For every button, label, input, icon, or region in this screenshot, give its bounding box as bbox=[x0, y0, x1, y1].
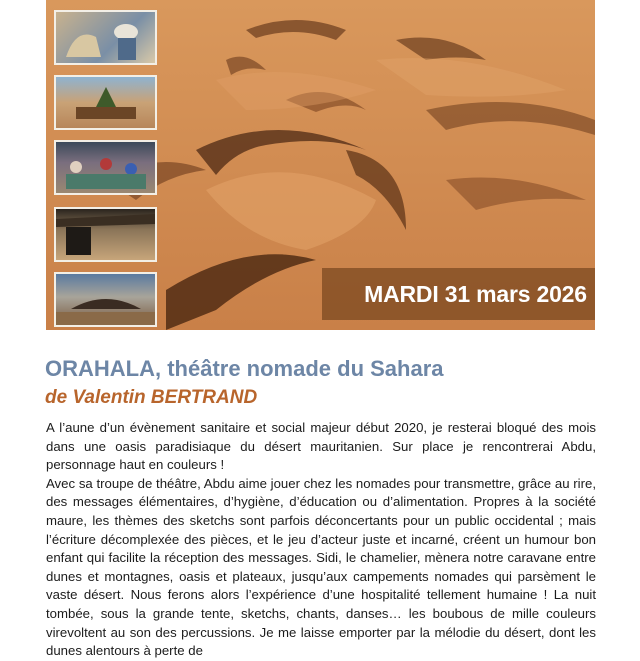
thumbnail-tent bbox=[54, 207, 157, 262]
desert-caravan-icon bbox=[56, 77, 155, 128]
paragraph-2: Avec sa troupe de théâtre, Abdu aime jouer chez les nomades pour transmettre, grâce au rire, des messages élémentaires, d’hygiène, d’éducation ou d’alimentation. Propres à la société maure, les thèmes des sketchs sont parfois déconcertants pour un public occidental ; mais l’écriture décomplexée des pièces, et le jeu d’acteur juste et incarné, créent un humour bon enfant qui facilite la réception des messages. Sidi, le chamelier, mènera notre caravane entre dunes et montagnes, oasis et plateaux, jusqu’aux campements nomades qui parsèment le vaste désert. Nous ferons alors l’expérience d’une hospitalité tellement humaine ! La nuit tombée, sous la grande tente, sketchs, chants, danses… les boubous de mille couleurs virevoltent au son des percussions. Je me laisse emporter par la mélodie du désert, dont les dunes alentours à perte de bbox=[46, 475, 596, 659]
date-banner bbox=[322, 268, 595, 320]
thumbnail-gathering bbox=[54, 140, 157, 195]
nomad-tent-icon bbox=[56, 274, 155, 325]
gathering-icon bbox=[56, 142, 155, 193]
camel-rider-icon bbox=[56, 12, 155, 63]
paragraph-1: A l’aune d’un évènement sanitaire et social majeur début 2020, je resterai bloqué des mois dans une oasis paradisiaque du désert mauritanien. Sur place je rencontrerai Abdu, personnage haut en couleurs ! bbox=[46, 420, 596, 473]
thumbnail-camel-rider bbox=[54, 10, 157, 65]
article-title: ORAHALA, théâtre nomade du Sahara bbox=[45, 356, 444, 381]
event-date: MARDI 31 mars 2026 bbox=[364, 280, 587, 307]
thumbnail-caravan bbox=[54, 75, 157, 130]
hero-image bbox=[46, 0, 595, 330]
article-body bbox=[46, 419, 596, 661]
thumbnail-nomad-tent bbox=[54, 272, 157, 327]
article-author: de Valentin BERTRAND bbox=[45, 387, 258, 408]
tent-interior-icon bbox=[56, 209, 155, 260]
